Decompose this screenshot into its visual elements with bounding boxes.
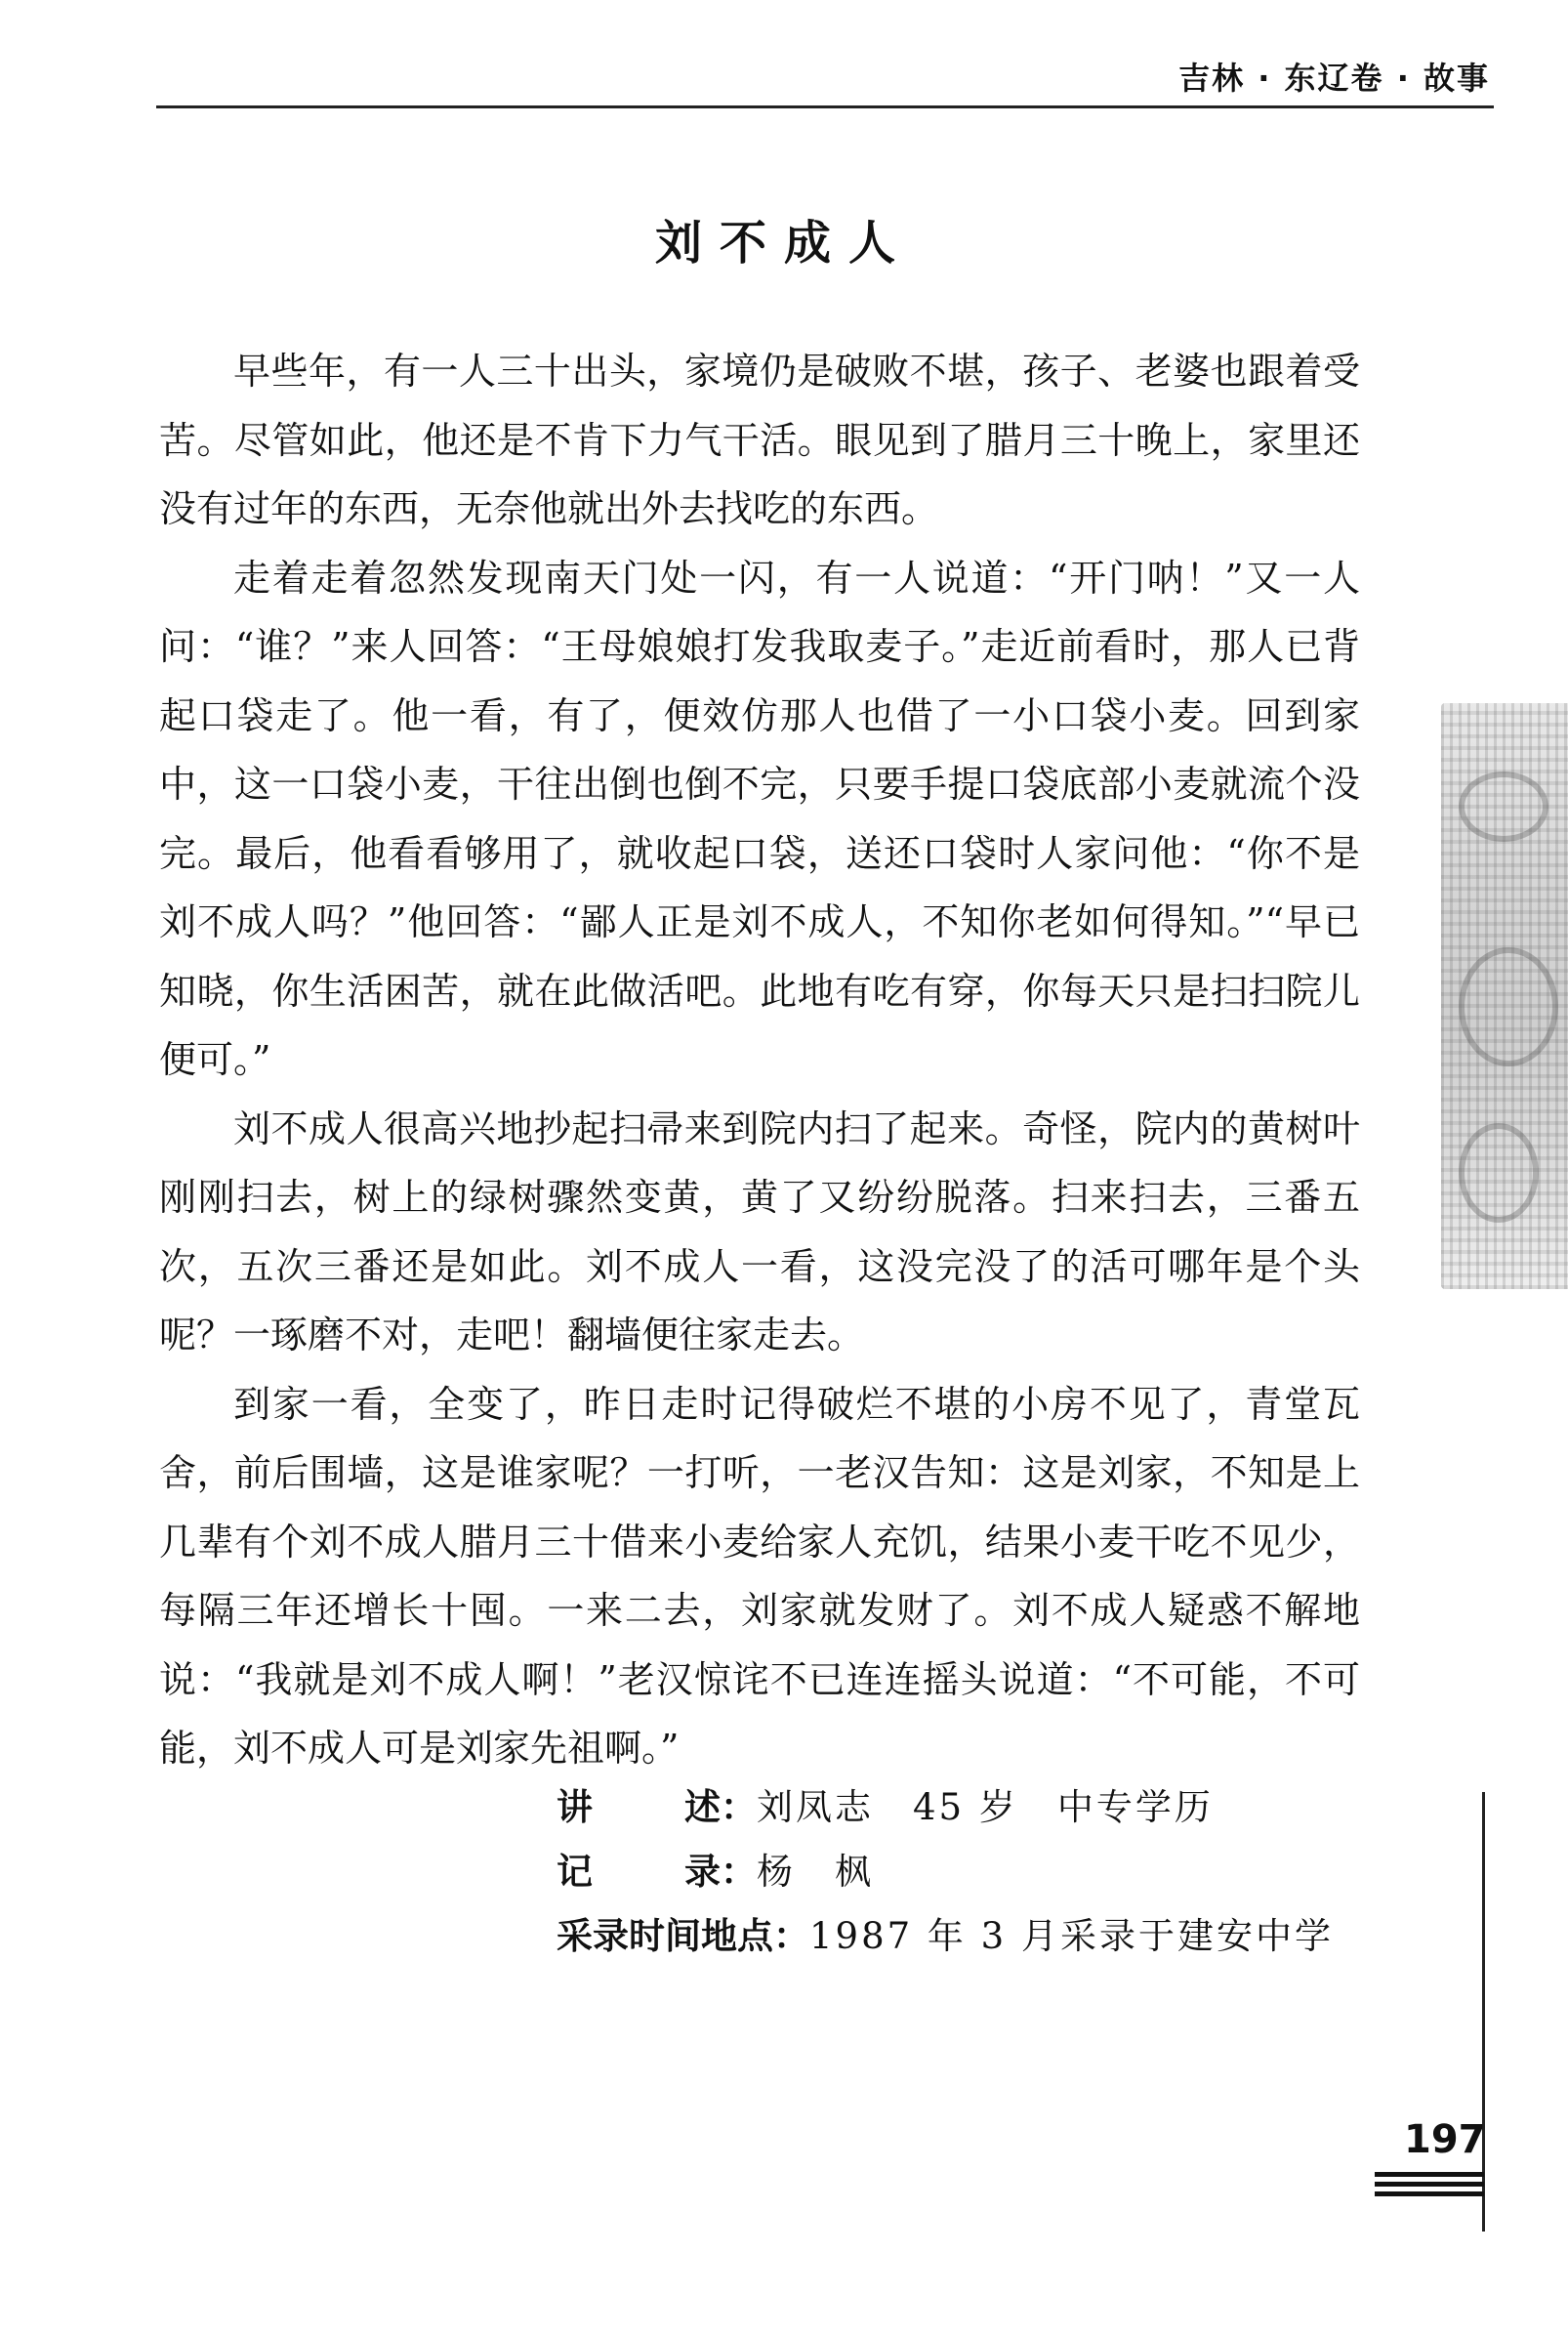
page-number: 197: [1404, 2117, 1486, 2162]
decorative-ornament: [1459, 1123, 1539, 1223]
narrator-education: 中专学历: [1056, 1786, 1214, 1828]
credit-time-place-label: 采录时间地点：: [557, 1915, 809, 1957]
credit-narrator-label: [557, 1775, 757, 1840]
time-place-value: 1987 年 3 月采录于建安中学: [809, 1915, 1334, 1957]
credits-block: [557, 1775, 1334, 1969]
credit-recorder-label-b: 录：: [684, 1851, 757, 1893]
credit-narrator-label-a: 讲: [557, 1786, 593, 1828]
story-title: 刘不成人: [654, 216, 913, 271]
credit-narrator-label-b: 述：: [684, 1786, 757, 1828]
credit-time-place: [557, 1904, 1334, 1969]
story-paragraph: 到家一看，全变了，昨日走时记得破烂不堪的小房不见了，青堂瓦舍，前后围墙，这是谁家呢？一打听，一老汉告知：这是刘家，不知是上几辈有个刘不成人腊月三十借来小麦给家人充饥，结果小麦干吃不见少，每隔三年还增长十囤。一来二去，刘家就发财了。刘不成人疑惑不解地说：“我就是刘不成人啊！”老汉惊诧不已连连摇头说道：“不可能，不可能，刘不成人可是刘家先祖啊。”: [159, 1382, 1360, 1770]
credit-narrator: [557, 1775, 1334, 1840]
running-header: 吉林 · 东辽卷 · 故事: [1178, 60, 1490, 97]
story-paragraph: 走着走着忽然发现南天门处一闪，有一人说道：“开门呐！”又一人问：“谁？”来人回答：“王母娘娘打发我取麦子。”走近前看时，那人已背起口袋走了。他一看，有了，便效仿那人也借了一小口袋小麦。回到家中，这一口袋小麦，干往出倒也倒不完，只要手提口袋底部小麦就流个没完。最后，他看看够用了，就收起口袋，送还口袋时人家问他：“你不是刘不成人吗？”他回答：“鄙人正是刘不成人，不知你老如何得知。”“早已知晓，你生活困苦，就在此做活吧。此地有吃有穿，你每天只是扫扫院儿便可。”: [159, 556, 1360, 1081]
decorative-ornament: [1459, 772, 1548, 842]
story-paragraph: 刘不成人很高兴地抄起扫帚来到院内扫了起来。奇怪，院内的黄树叶刚刚扫去，树上的绿树骤然变黄，黄了又纷纷脱落。扫来扫去，三番五次，五次三番还是如此。刘不成人一看，这没完没了的活可哪年是个头呢？一琢磨不对，走吧！翻墙便往家走去。: [159, 1106, 1360, 1356]
credit-recorder-label-a: 记: [557, 1851, 593, 1893]
credit-recorder: [557, 1840, 1334, 1904]
story-body: [159, 337, 1360, 1783]
recorder-name: 杨 枫: [757, 1851, 874, 1893]
page-number-bars: [1375, 2172, 1484, 2201]
narrator-age: 45 岁: [913, 1786, 1018, 1828]
decorative-side-strip: [1441, 703, 1568, 1289]
header-rule: [156, 105, 1494, 108]
narrator-name: 刘凤志: [757, 1786, 874, 1828]
credit-recorder-label: [557, 1840, 757, 1904]
decorative-ornament: [1459, 947, 1558, 1066]
story-paragraph: 早些年，有一人三十出头，家境仍是破败不堪，孩子、老婆也跟着受苦。尽管如此，他还是不肯下力气干活。眼见到了腊月三十晚上，家里还没有过年的东西，无奈他就出外去找吃的东西。: [159, 350, 1360, 530]
right-margin-rule: [1482, 1792, 1485, 2232]
